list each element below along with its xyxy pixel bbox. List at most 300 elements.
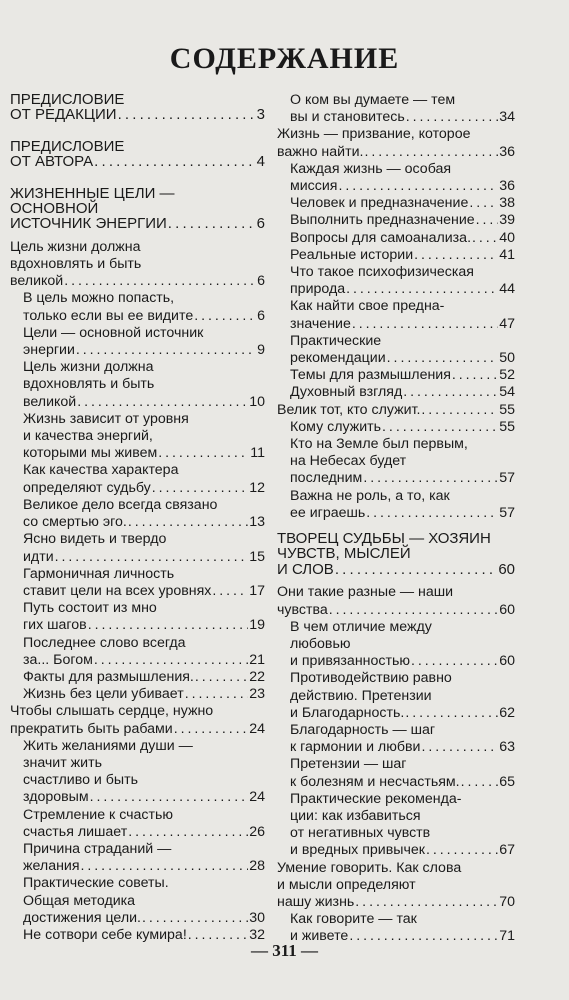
toc-entry-title: ИСТОЧНИК ЭНЕРГИИ: [10, 215, 167, 233]
toc-leader-dots: [174, 721, 249, 738]
toc-leader-dots: [195, 669, 248, 686]
toc-entry-title: и качества энергий,: [23, 428, 153, 445]
toc-entry-title: Не сотвори себе кумира!: [23, 926, 187, 943]
toc-entry-title: нашу жизнь: [277, 893, 355, 910]
toc-page-number: 70: [499, 893, 515, 910]
toc-leader-dots: [64, 273, 256, 290]
toc-line: [23, 858, 265, 875]
toc-entry: [10, 325, 265, 359]
toc-entry: [10, 669, 265, 686]
toc-line: [290, 212, 515, 229]
toc-line: [290, 230, 515, 247]
toc-entry-title: ПРЕДИСЛОВИЕ: [10, 91, 125, 108]
toc-line: [23, 875, 265, 892]
toc-line: [290, 488, 515, 505]
toc-line: [23, 807, 265, 824]
toc-entry-title: энергии: [23, 342, 75, 359]
toc-line: [23, 652, 265, 669]
toc-entry: [277, 161, 515, 195]
toc-entry: [10, 686, 265, 703]
toc-entry-title: Умение говорить. Как слова: [277, 859, 462, 876]
toc-entry: [10, 497, 265, 531]
toc-leader-dots: [405, 705, 498, 722]
toc-page-number: 36: [499, 143, 515, 160]
toc-entry-title: значение: [290, 315, 351, 332]
toc-page-number: 54: [499, 384, 515, 401]
toc-entry-title: Претензии — шаг: [290, 756, 407, 773]
toc-leader-dots: [94, 652, 248, 669]
toc-page-number: 44: [499, 281, 515, 298]
toc-entry: [277, 333, 515, 367]
toc-entry: [277, 402, 515, 419]
toc-line: [290, 161, 515, 178]
toc-entry-title: Велик тот, кто служит.: [277, 401, 421, 418]
toc-line: [290, 350, 515, 367]
toc-entry-title: действию. Претензии: [290, 687, 432, 704]
toc-entry-title: и мысли определяют: [277, 876, 416, 893]
toc-entry-title: ПРЕДИСЛОВИЕ: [10, 137, 125, 155]
toc-leader-dots: [476, 212, 499, 229]
toc-line: [23, 669, 265, 686]
toc-line: [10, 201, 265, 216]
toc-section: [10, 92, 265, 123]
toc-page-number: 71: [499, 928, 515, 945]
toc-leader-dots: [452, 367, 498, 384]
toc-line: [10, 92, 265, 107]
toc-entry-title: ставит цели на всех уровнях: [23, 582, 212, 599]
toc-page-number: 30: [249, 909, 265, 926]
toc-entry-title: Цель жизни должна: [10, 238, 141, 255]
toc-line: [290, 774, 515, 791]
toc-entry-title: Кто на Земле был первым,: [290, 436, 468, 453]
toc-entry: [277, 264, 515, 298]
toc-line: [277, 126, 515, 143]
toc-entry: [277, 384, 515, 401]
toc-leader-dots: [185, 686, 249, 703]
toc-page-number: 62: [499, 704, 515, 721]
toc-entry-title: Благодарность — шаг: [290, 721, 436, 738]
toc-line: [277, 402, 515, 419]
toc-entry-title: Практические рекоменда-: [290, 790, 462, 807]
toc-leader-dots: [355, 894, 498, 911]
toc-line: [23, 462, 265, 479]
toc-page-number: 36: [499, 178, 515, 195]
toc-entry: [10, 841, 265, 875]
toc-entry-title: миссия: [290, 178, 338, 195]
toc-entry-title: Ясно видеть и твердо: [23, 531, 167, 548]
toc-leader-dots: [142, 910, 248, 927]
toc-entry: [10, 239, 265, 291]
toc-line: [10, 139, 265, 154]
toc-line: [23, 635, 265, 652]
toc-leader-dots: [461, 774, 499, 791]
toc-leader-dots: [76, 342, 256, 359]
toc-entry: [277, 722, 515, 756]
toc-page-number: 63: [499, 739, 515, 756]
toc-line: [23, 738, 265, 755]
toc-line: [10, 186, 265, 201]
toc-page-number: 65: [499, 773, 515, 790]
toc-line: [290, 470, 515, 487]
toc-entry-title: Выполнить предназначение: [290, 212, 475, 229]
toc-entry-title: вдохновлять и быть: [23, 376, 155, 393]
toc-line: [290, 281, 515, 298]
toc-entry: [10, 703, 265, 737]
toc-line: [290, 505, 515, 522]
toc-entry-title: В чем отличие между: [290, 618, 432, 635]
toc-entry: [10, 359, 265, 411]
toc-line: [10, 273, 265, 290]
toc-entry-title: определяют судьбу: [23, 479, 151, 496]
toc-line: [23, 772, 265, 789]
toc-line: [23, 411, 265, 428]
toc-line: [290, 316, 515, 333]
toc-entry-title: Реальные истории: [290, 246, 414, 263]
toc-page-number: 40: [499, 229, 515, 246]
toc-page-number: 55: [499, 418, 515, 435]
toc-entry: [277, 298, 515, 332]
toc-leader-dots: [382, 419, 498, 436]
toc-line: [290, 688, 515, 705]
toc-line: [10, 703, 265, 720]
toc-entry-title: Вопросы для самоанализа.: [290, 229, 472, 246]
toc-page-number: 41: [499, 246, 515, 263]
toc-entry-title: природа: [290, 281, 346, 298]
toc-line: [290, 195, 515, 212]
toc-entry-title: Жизнь — призвание, которое: [277, 126, 471, 143]
toc-entry-title: прекратить быть рабами: [10, 720, 173, 737]
toc-line: [290, 178, 515, 195]
toc-page-number: 60: [498, 560, 515, 578]
toc-entry-title: счастливо и быть: [23, 772, 138, 789]
toc-entry-title: от негативных чувств: [290, 825, 431, 842]
toc-leader-dots: [352, 316, 498, 333]
toc-line: [23, 600, 265, 617]
toc-page-number: 13: [249, 514, 265, 531]
toc-leader-dots: [346, 281, 498, 298]
toc-line: [290, 264, 515, 281]
toc-entry-title: ЖИЗНЕННЫЕ ЦЕЛИ —: [10, 184, 175, 202]
toc-entry-title: Темы для размышления: [290, 367, 451, 384]
toc-line: [277, 602, 515, 619]
toc-entry-title: к гармонии и любви: [290, 739, 421, 756]
toc-line: [277, 144, 515, 161]
toc-entry: [277, 791, 515, 860]
toc-entry-title: Жизнь без цели убивает: [23, 686, 184, 703]
toc-entry-title: к болезням и несчастьям.: [290, 773, 460, 790]
toc-entry-title: достижения цели.: [23, 909, 141, 926]
toc-entry: [277, 212, 515, 229]
toc-entry: [277, 619, 515, 671]
toc-entry-title: чувства: [277, 601, 328, 618]
toc-line: [10, 256, 265, 273]
toc-line: [290, 636, 515, 653]
toc-page-number: 6: [256, 215, 265, 233]
toc-entry-title: и вредных привычек: [290, 842, 425, 859]
toc-entry-title: Кому служить: [290, 418, 382, 435]
toc-page-number: 21: [249, 651, 265, 668]
toc-page-number: 47: [499, 315, 515, 332]
toc-entry: [277, 126, 515, 160]
toc-entry-title: Как найти свое предна-: [290, 298, 445, 315]
toc-entry-title: Они такие разные — наши: [277, 584, 454, 601]
toc-section: [10, 186, 265, 232]
toc-entry-title: Человек и предназначение: [290, 195, 469, 212]
toc-line: [290, 705, 515, 722]
toc-entry: [10, 462, 265, 496]
toc-entry-title: Общая методика: [23, 892, 136, 909]
toc-line: [277, 546, 515, 561]
toc-leader-dots: [338, 178, 498, 195]
toc-line: [23, 686, 265, 703]
toc-leader-dots: [329, 602, 498, 619]
toc-line: [23, 290, 265, 307]
toc-line: [290, 619, 515, 636]
toc-entry-title: ТВОРЕЦ СУДЬБЫ — ХОЗЯИН: [277, 530, 491, 548]
toc-entry-title: ее играешь: [290, 504, 366, 521]
toc-entry-title: только если вы ее видите: [23, 307, 194, 324]
toc-line: [10, 154, 265, 169]
toc-line: [290, 791, 515, 808]
toc-entry: [10, 738, 265, 807]
toc-entry-title: Жизнь зависит от уровня: [23, 410, 189, 427]
toc-line: [23, 755, 265, 772]
toc-leader-dots: [469, 195, 498, 212]
toc-entry: [277, 92, 515, 126]
toc-leader-dots: [364, 144, 498, 161]
toc-line: [290, 756, 515, 773]
toc-entry: [277, 860, 515, 912]
toc-entry-title: Как качества характера: [23, 462, 179, 479]
toc-entry-title: со смертью эго.: [23, 514, 127, 531]
toc-leader-dots: [55, 549, 249, 566]
toc-line: [23, 910, 265, 927]
toc-line: [290, 842, 515, 859]
toc-page-number: 3: [256, 106, 265, 124]
toc-line: [277, 894, 515, 911]
toc-entry-title: желания: [23, 858, 80, 875]
toc-entry-title: важно найти.: [277, 143, 364, 160]
toc-line: [23, 428, 265, 445]
toc-leader-dots: [88, 617, 249, 634]
toc-entry: [10, 566, 265, 600]
toc-entry-title: ции: как избавиться: [290, 807, 421, 824]
toc-entry: [10, 531, 265, 565]
toc-page-number: 22: [249, 668, 265, 685]
toc-leader-dots: [118, 107, 256, 122]
toc-page-number: 52: [499, 367, 515, 384]
toc-entry: [10, 635, 265, 669]
toc-entry-title: Цели — основной источник: [23, 324, 204, 341]
toc-entry-title: И СЛОВ: [277, 560, 334, 578]
toc-line: [290, 436, 515, 453]
toc-line: [290, 109, 515, 126]
toc-line: [277, 562, 515, 577]
toc-entry-title: Что такое психофизическая: [290, 264, 474, 281]
toc-entry-title: которыми мы живем: [23, 445, 158, 462]
toc-leader-dots: [77, 394, 248, 411]
toc-page-number: 60: [499, 653, 515, 670]
toc-line: [290, 419, 515, 436]
toc-entry-title: Жить желаниями души —: [23, 737, 193, 754]
toc-entry: [277, 488, 515, 522]
toc-line: [290, 247, 515, 264]
toc-line: [23, 514, 265, 531]
toc-leader-dots: [128, 824, 248, 841]
toc-entry-title: ОСНОВНОЙ: [10, 200, 99, 218]
toc-page-number: 19: [249, 617, 265, 634]
toc-entry-title: на Небесах будет: [290, 453, 407, 470]
toc-entry: [277, 756, 515, 790]
toc-line: [23, 841, 265, 858]
toc-leader-dots: [426, 842, 498, 859]
toc-entry-title: вдохновлять и быть: [10, 256, 142, 273]
toc-page-number: 32: [249, 926, 265, 943]
toc-leader-dots: [81, 858, 249, 875]
toc-entry-title: великой: [10, 273, 64, 290]
toc-leader-dots: [387, 350, 499, 367]
toc-line: [290, 911, 515, 928]
toc-entry-title: и привязанностью: [290, 653, 411, 670]
toc-leader-dots: [421, 739, 498, 756]
toc-entry: [10, 600, 265, 634]
toc-page-number: 39: [499, 212, 515, 229]
toc-entry-title: и живете: [290, 928, 349, 945]
toc-line: [23, 824, 265, 841]
toc-entry: [277, 195, 515, 212]
toc-entry-title: любовью: [290, 635, 351, 652]
toc-line: [23, 359, 265, 376]
toc-line: [290, 453, 515, 470]
toc-line: [290, 333, 515, 350]
toc-page-number: 15: [249, 548, 265, 565]
toc-leader-dots: [335, 562, 498, 577]
toc-page-number: 9: [257, 342, 265, 359]
toc-line: [23, 394, 265, 411]
toc-entry-title: Чтобы слышать сердце, нужно: [10, 703, 214, 720]
toc-line: [23, 342, 265, 359]
toc-line: [23, 893, 265, 910]
toc-entry-title: Путь состоит из мно: [23, 600, 157, 617]
toc-section: [277, 531, 515, 577]
toc-entry-title: рекомендации: [290, 350, 386, 367]
toc-line: [23, 583, 265, 600]
toc-leader-dots: [472, 230, 498, 247]
toc-line: [23, 549, 265, 566]
page-title: СОДЕРЖАНИЕ: [169, 42, 400, 75]
toc-entry-title: Факты для размышления.: [23, 668, 194, 685]
toc-line: [290, 670, 515, 687]
toc-line: [290, 739, 515, 756]
toc-line: [10, 239, 265, 256]
toc-page-number: 55: [499, 401, 515, 418]
toc-line: [23, 376, 265, 393]
toc-page-number: 57: [499, 470, 515, 487]
toc-entry-title: Цель жизни должна: [23, 359, 154, 376]
toc-entry-title: ЧУВСТВ, МЫСЛЕЙ: [277, 545, 411, 563]
toc-entry-title: великой: [23, 393, 77, 410]
toc-line: [23, 531, 265, 548]
toc-line: [23, 445, 265, 462]
toc-page-number: 4: [256, 153, 265, 171]
toc-line: [10, 721, 265, 738]
toc-entry-title: Стремление к счастью: [23, 806, 174, 823]
toc-entry-title: и Благодарность.: [290, 704, 405, 721]
toc-entry: [277, 670, 515, 722]
toc-line: [10, 216, 265, 231]
toc-entry-title: О ком вы думаете — тем: [290, 92, 456, 108]
toc-line: [277, 584, 515, 601]
toc-page-number: 6: [257, 307, 265, 324]
toc-leader-dots: [411, 653, 498, 670]
toc-entry: [277, 230, 515, 247]
toc-entry-title: Практические: [290, 332, 382, 349]
toc-page-number: 24: [249, 789, 265, 806]
toc-line: [290, 825, 515, 842]
toc-line: [23, 789, 265, 806]
toc-line: [23, 497, 265, 514]
toc-entry-title: Последнее слово всегда: [23, 634, 186, 651]
toc-line: [290, 298, 515, 315]
toc-left-column: [10, 92, 265, 944]
toc-line: [290, 722, 515, 739]
toc-page-number: 50: [499, 350, 515, 367]
toc-entry: [277, 436, 515, 488]
toc-entry-title: Практические советы.: [23, 875, 169, 892]
toc-entry-title: ОТ РЕДАКЦИИ: [10, 106, 117, 124]
toc-entry: [10, 807, 265, 841]
toc-entry-title: за... Богом: [23, 651, 93, 668]
toc-leader-dots: [152, 480, 248, 497]
toc-leader-dots: [421, 402, 498, 419]
toc-line: [290, 808, 515, 825]
toc-entry-title: В цель можно попасть,: [23, 290, 175, 307]
toc-leader-dots: [403, 384, 498, 401]
toc-entry-title: Гармоничная личность: [23, 565, 175, 582]
toc-section: [10, 139, 265, 170]
toc-page-number: 34: [499, 109, 515, 126]
toc-entry: [10, 411, 265, 463]
toc-leader-dots: [94, 154, 255, 169]
toc-line: [290, 384, 515, 401]
toc-leader-dots: [414, 247, 498, 264]
toc-leader-dots: [363, 470, 498, 487]
toc-page-number: 67: [499, 842, 515, 859]
toc-line: [277, 860, 515, 877]
toc-entry-title: вы и становитесь: [290, 109, 405, 126]
toc-page-number: 17: [249, 582, 265, 599]
toc-entry: [277, 367, 515, 384]
toc-page-number: 23: [249, 686, 265, 703]
toc-entry-title: гих шагов: [23, 617, 87, 634]
toc-line: [23, 325, 265, 342]
toc-entry-title: Противодействию равно: [290, 670, 452, 687]
toc-line: [23, 480, 265, 497]
toc-entry-title: Великое дело всегда связано: [23, 496, 218, 513]
toc-line: [290, 653, 515, 670]
toc-entry-title: Каждая жизнь — особая: [290, 160, 452, 177]
toc-line: [290, 367, 515, 384]
toc-page-number: 6: [257, 273, 265, 290]
toc-entry-title: значит жить: [23, 754, 102, 771]
toc-entry-title: последним: [290, 470, 363, 487]
toc-entry: [277, 584, 515, 618]
toc-leader-dots: [168, 216, 256, 231]
toc-page-number: 24: [249, 720, 265, 737]
toc-page-number: 26: [249, 823, 265, 840]
toc-leader-dots: [194, 308, 256, 325]
toc-line: [23, 566, 265, 583]
